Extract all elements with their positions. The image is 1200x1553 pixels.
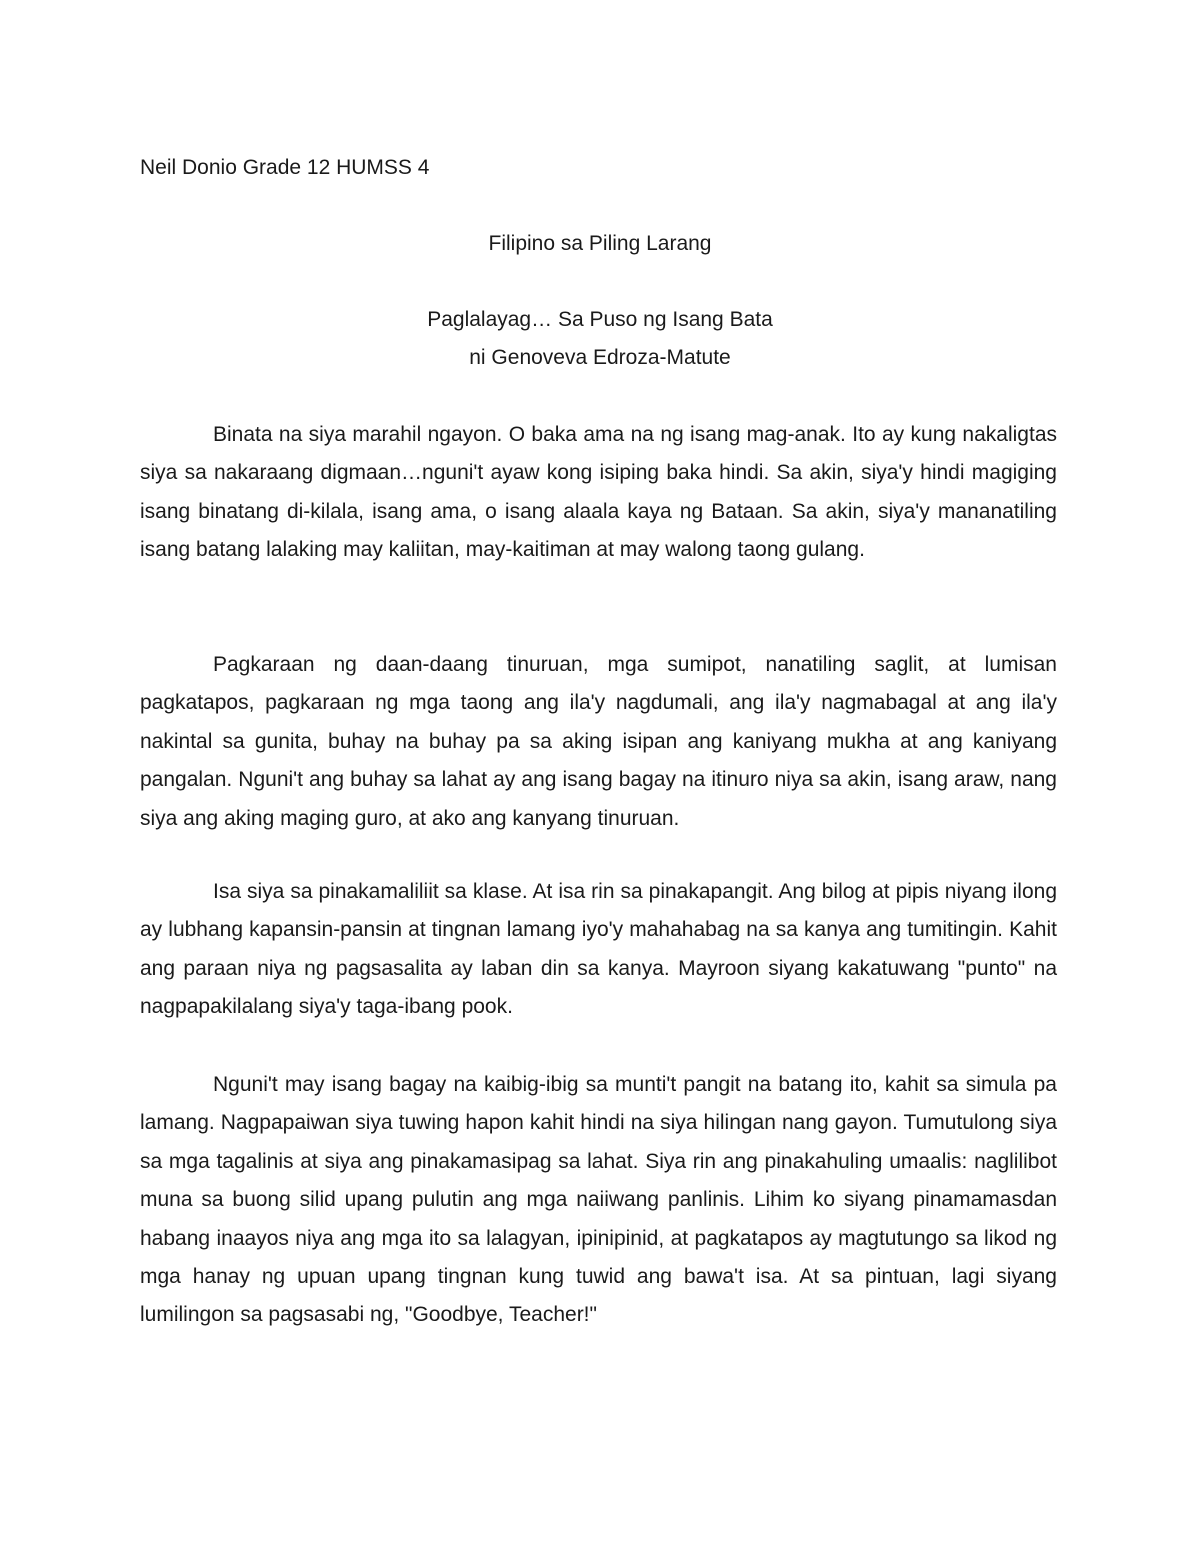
paragraph-4: Nguni't may isang bagay na kaibig-ibig sa munti't pangit na batang ito, kahit sa simula pa lamang. Nagpapaiwan siya tuwing hapon kahit hindi na siya hilingan nang gayon. Tumutulong siya sa mga tagalinis at siya ang pinakamasipag sa lahat. Siya rin ang pinakahuling umaalis: naglilibot muna sa buong silid upang pulutin ang mga naiiwang panlinis. Lihim ko siyang pinamamasdan habang inaayos niya ang mga ito sa lalagyan, ipinipinid, at pagkatapos ay magtutungo sa likod ng mga hanay ng upuan upang tingnan kung tuwid ang bawa't isa. At sa pintuan, lagi siyang lumilingon sa pagsasabi ng, "Goodbye, Teacher!" [140, 1073, 1057, 1327]
story-title: Paglalayag… Sa Puso ng Isang Bata [427, 308, 773, 331]
student-header: Neil Donio Grade 12 HUMSS 4 [140, 156, 430, 179]
paragraph-1: Binata na siya marahil ngayon. O baka ama na ng isang mag-anak. Ito ay kung nakaligtas siya sa nakaraang digmaan…nguni't ayaw kong isiping baka hindi. Sa akin, siya'y hindi magiging isang binatang di-kilala, isang ama, o isang alaala kaya ng Bataan. Sa akin, siya'y mananatiling isang batang lalaking may kaliitan, may-kaitiman at may walong taong gulang. [140, 423, 1057, 562]
subject-title: Filipino sa Piling Larang [488, 232, 712, 255]
story-author: ni Genoveva Edroza-Matute [469, 346, 731, 369]
paragraph-2: Pagkaraan ng daan-daang tinuruan, mga sumipot, nanatiling saglit, at lumisan pagkatapos, pagkaraan ng mga taong ang ila'y nagdumali, ang ila'y nagmabagal at ang ila'y nakintal sa gunita, buhay na buhay pa sa aking isipan ang kaniyang mukha at ang kaniyang pangalan. Nguni't ang buhay sa lahat ay ang isang bagay na itinuro niya sa akin, isang araw, nang siya ang aking maging guro, at ako ang kanyang tinuruan. [140, 653, 1057, 830]
paragraph-3: Isa siya sa pinakamaliliit sa klase. At isa rin sa pinakapangit. Ang bilog at pipis niyang ilong ay lubhang kapansin-pansin at tingnan lamang iyo'y mahahabag na sa kanya ang tumitingin. Kahit ang paraan niya ng pagsasalita ay laban din sa kanya. Mayroon siyang kakatuwang "punto" na nagpapakilalang siya'y taga-ibang pook. [140, 880, 1057, 1019]
